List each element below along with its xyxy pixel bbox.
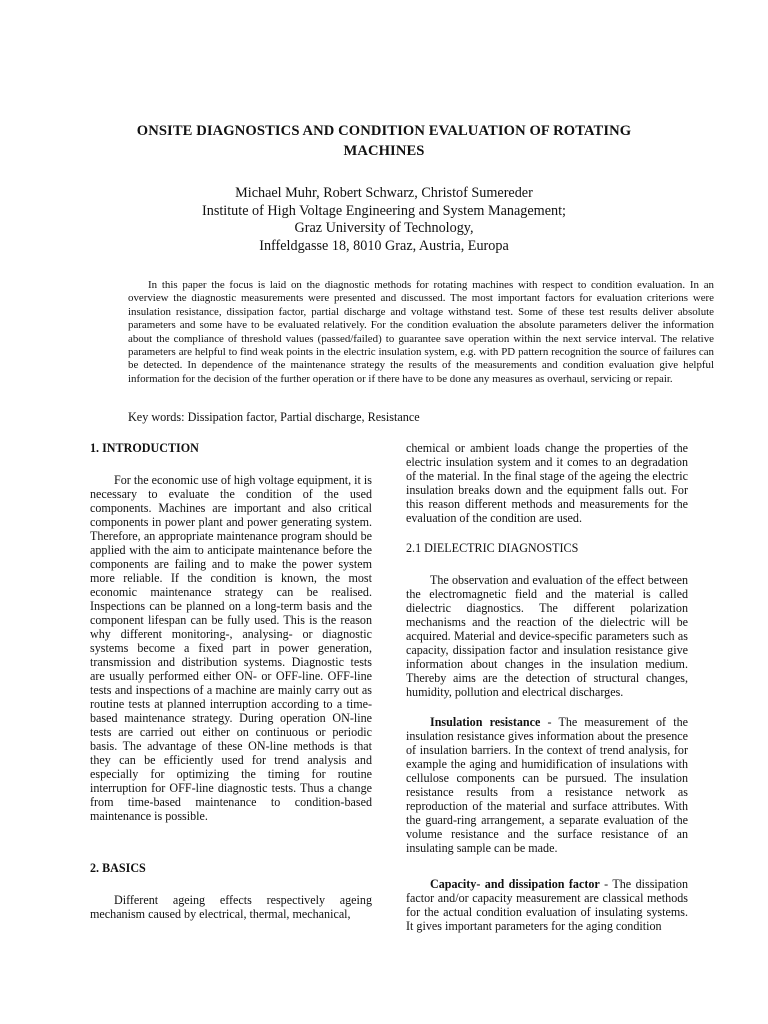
author-address: Inffeldgasse 18, 8010 Graz, Austria, Europa (259, 237, 509, 254)
insulation-resistance-lead: Insulation resistance (430, 715, 541, 729)
author-names: Michael Muhr, Robert Schwarz, Christof Sumereder (235, 185, 533, 201)
author-university: Graz University of Technology, (294, 220, 474, 236)
capacity-dissipation-paragraph (406, 877, 688, 933)
section-heading-introduction: 1. INTRODUCTION (90, 441, 199, 455)
insulation-resistance-paragraph (406, 715, 688, 855)
author-affiliation: Institute of High Voltage Engineering and System Management; (202, 202, 566, 219)
capacity-dissipation-lead: Capacity- and dissipation factor (430, 877, 600, 891)
basics-continued-paragraph: chemical or ambient loads change the properties of the electric insulation system and it comes to an degradation of the material. In the final stage of the ageing the electric insulation breaks down and the equipment falls out. For this reason different methods and measurements for the evaluation of the condition are used. (406, 441, 688, 525)
paper-title: ONSITE DIAGNOSTICS AND CONDITION EVALUATION OF ROTATING MACHINES (136, 123, 632, 159)
author-block (90, 185, 678, 255)
section-heading-basics: 2. BASICS (90, 861, 146, 875)
introduction-paragraph: For the economic use of high voltage equipment, it is necessary to evaluate the condition of the used components. Machines are important and also critical components in power plant and power generating system. Therefore, an appropriate maintenance program should be applied with the aim to anticipate maintenance before the components are failing and to make the power system more reliable. If the condition is known, the most economic maintenance strategy can be realised. Inspections can be planned on a long-term basis and the component lifespan can be fully used. This is the reason why different monitoring-, analysing- or diagnostic systems become a fixed part in power generation, transmission and distribution systems. Diagnostic tests are usually performed either ON- or OFF-line. OFF-line tests and inspections of a machine are mainly carry out as routine tests at planned interruption according to a time-based maintenance strategy. During operation ON-line tests are carried out either on continuous or periodic basis. The advantage of these ON-line methods is that they can be efficiently used for trend analysis and especially for optimizing the timing for routine interruption for OFF-line diagnostic tests. Thus a change from time-based maintenance to condition-based maintenance is possible. (90, 473, 372, 823)
section-heading-dielectric-diagnostics: 2.1 DIELECTRIC DIAGNOSTICS (406, 541, 579, 555)
keywords: Key words: Dissipation factor, Partial discharge, Resistance (128, 410, 420, 424)
capacity-dissipation-text: - The dissipation factor and/or capacity measurement are classical methods for the actual condition evaluation of insulating systems. It gives important parameters for the aging condition (406, 877, 688, 933)
basics-paragraph: Different ageing effects respectively ageing mechanism caused by electrical, thermal, mechanical, (90, 893, 372, 921)
insulation-resistance-text: - The measurement of the insulation resistance gives information about the presence of insulation barriers. In the context of trend analysis, for example the aging and humidification of insulations with cellulose components can be pursued. The insulation resistance results from a resistance network as reproduction of the material and surface attributes. With the guard-ring arrangement, a separate evaluation of the volume resistance and the surface resistance of an insulating sample can be made. (406, 715, 688, 855)
dielectric-paragraph: The observation and evaluation of the effect between the electromagnetic field and the material is called dielectric diagnostics. The different polarization mechanisms and the reaction of the dielectric will be acquired. Material and device-specific parameters such as capacity, dissipation factor and insulation resistance give information about changes in the insulation medium. Thereby aims are the detection of structural changes, humidity, pollution and electrical discharges. (406, 573, 688, 699)
abstract: In this paper the focus is laid on the diagnostic methods for rotating machines with respect to condition evaluation. In an overview the diagnostic measurements were presented and discussed. The most important factors for evaluation criterions were insulation resistance, dissipation factor, partial discharge and voltage withstand test. Some of these test results deliver absolute parameters and some have to be evaluated relatively. For the condition evaluation the absolute parameters deliver the information about the compliance of threshold values (passed/failed) to guarantee save operation within the next service interval. The relative parameters are helpful to find weak points in the electric insulation system, e.g. with PD pattern recognition the source of failures can be detected. In dependence of the maintenance strategy the results of the measurements and condition evaluation give helpful information for the decision of the further operation or if there have to be done any measures as overhaul, servicing or repair. (128, 279, 714, 385)
right-column (406, 441, 688, 933)
left-column (90, 441, 372, 921)
